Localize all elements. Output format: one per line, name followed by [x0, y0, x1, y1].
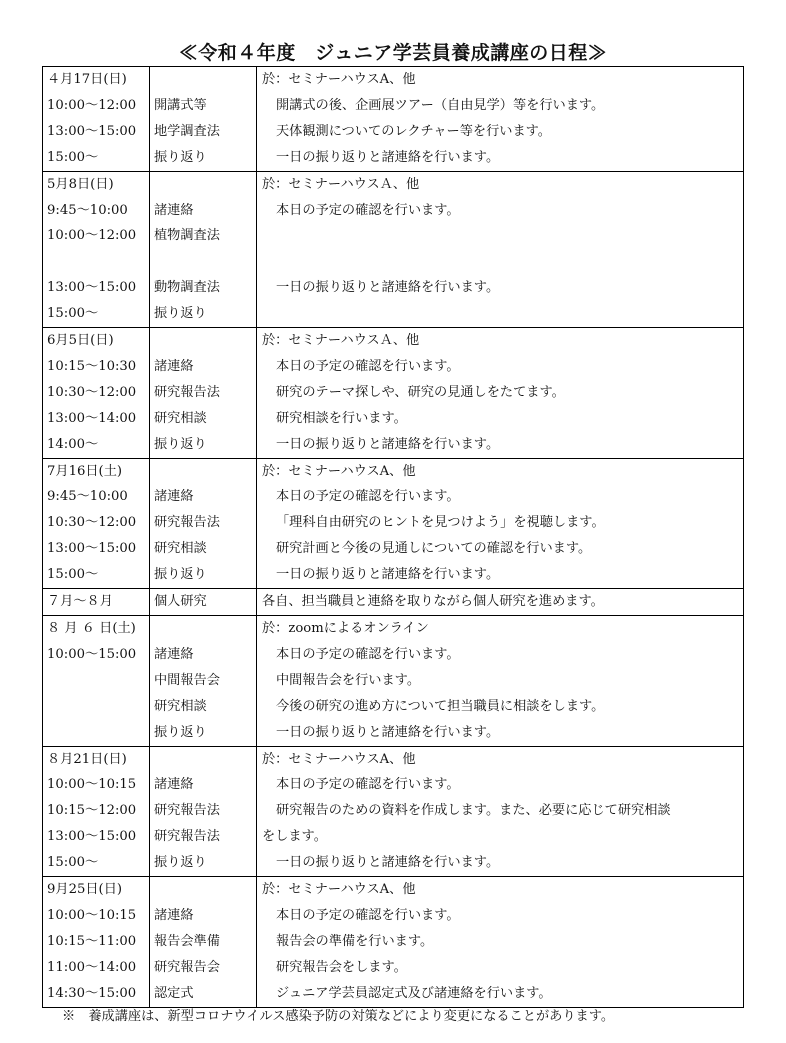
session-item: 研究相談 [150, 694, 257, 720]
page-title: ≪令和４年度 ジュニア学芸員養成講座の日程≫ [178, 42, 608, 64]
schedule-row [43, 145, 744, 171]
session-item: 研究報告法 [150, 380, 257, 406]
session-time: 14:00～ [43, 432, 150, 458]
session-header-row [43, 171, 744, 197]
session-date: 5月8日(日) [43, 171, 150, 197]
schedule-row [43, 484, 744, 510]
schedule-row [43, 668, 744, 694]
session-item: 地学調査法 [150, 119, 257, 145]
session-header-row [43, 328, 744, 354]
session-description: 報告会の準備を行います。 [257, 929, 744, 955]
session-time: 13:00～15:00 [43, 275, 150, 301]
session-description: 本日の予定の確認を行います。 [257, 642, 744, 668]
session-description: 本日の予定の確認を行います。 [257, 772, 744, 798]
session-time: 9:45～10:00 [43, 484, 150, 510]
session-time: 10:00～15:00 [43, 642, 150, 668]
session-time [43, 720, 150, 746]
session-description: 本日の予定の確認を行います。 [257, 198, 744, 224]
schedule-row [43, 510, 744, 536]
session-item: 研究相談 [150, 536, 257, 562]
schedule-row [43, 119, 744, 145]
session-date: 9月25日(日) [43, 877, 150, 903]
session-time [43, 668, 150, 694]
session-time: 15:00～ [43, 301, 150, 327]
schedule-row [43, 354, 744, 380]
session-description: 一日の振り返りと諸連絡を行います。 [257, 275, 744, 301]
schedule-row [43, 536, 744, 562]
session-time: 15:00～ [43, 145, 150, 171]
session-description [257, 223, 744, 249]
session-description: 一日の振り返りと諸連絡を行います。 [257, 562, 744, 588]
schedule-row [43, 301, 744, 327]
session-place: 於：セミナーハウスＡ、他 [257, 171, 744, 197]
schedule-row [43, 824, 744, 850]
empty-cell [150, 746, 257, 772]
schedule-row [43, 432, 744, 458]
session-time: 10:15～11:00 [43, 929, 150, 955]
session-time: 10:15～10:30 [43, 354, 150, 380]
session-description: 「理科自由研究のヒントを見つけよう」を視聴します。 [257, 510, 744, 536]
schedule-row [43, 955, 744, 981]
session-date: ８ 月 ６ 日(土) [43, 616, 150, 642]
session-description: ジュニア学芸員認定式及び諸連絡を行います。 [257, 981, 744, 1007]
session-place: 於：セミナーハウスA、他 [257, 458, 744, 484]
session-description: をします。 [257, 824, 744, 850]
session-date: 7月16日(土) [43, 458, 150, 484]
session-item: 諸連絡 [150, 903, 257, 929]
session-description: 本日の予定の確認を行います。 [257, 484, 744, 510]
session-description: 本日の予定の確認を行います。 [257, 903, 744, 929]
session-description: 研究のテーマ探しや、研究の見通しをたてます。 [257, 380, 744, 406]
schedule-row [43, 772, 744, 798]
session-date: 6月5日(日) [43, 328, 150, 354]
session-item: 植物調査法 [150, 223, 257, 249]
schedule-row [43, 981, 744, 1007]
session-description: 今後の研究の進め方について担当職員に相談をします。 [257, 694, 744, 720]
session-item: 研究相談 [150, 406, 257, 432]
session-description: 研究報告会をします。 [257, 955, 744, 981]
session-item: 諸連絡 [150, 198, 257, 224]
session-description: 一日の振り返りと諸連絡を行います。 [257, 432, 744, 458]
session-time: 13:00～15:00 [43, 119, 150, 145]
session-time: 14:30～15:00 [43, 981, 150, 1007]
session-description: 天体観測についてのレクチャー等を行います。 [257, 119, 744, 145]
session-date: ４月17日(日) [43, 67, 150, 93]
session-place: 於：zoomによるオンライン [257, 616, 744, 642]
session-item: 認定式 [150, 981, 257, 1007]
session-item: 振り返り [150, 850, 257, 876]
session-item [150, 249, 257, 275]
schedule-row [43, 275, 744, 301]
empty-cell [150, 171, 257, 197]
session-item: 諸連絡 [150, 772, 257, 798]
session-description: 本日の予定の確認を行います。 [257, 354, 744, 380]
session-header-row [43, 67, 744, 93]
schedule-row [43, 249, 744, 275]
session-time: 15:00～ [43, 562, 150, 588]
session-item: 諸連絡 [150, 484, 257, 510]
empty-cell [150, 328, 257, 354]
session-time: 10:15～12:00 [43, 798, 150, 824]
session-item: 研究報告法 [150, 824, 257, 850]
schedule-row [43, 694, 744, 720]
session-item: 振り返り [150, 562, 257, 588]
session-header-row [43, 746, 744, 772]
session-header-row [43, 616, 744, 642]
session-time: 10:30～12:00 [43, 380, 150, 406]
schedule-row [43, 642, 744, 668]
schedule-row [43, 929, 744, 955]
session-item: 振り返り [150, 145, 257, 171]
session-item: 研究報告法 [150, 798, 257, 824]
session-description: 開講式の後、企画展ツアー（自由見学）等を行います。 [257, 93, 744, 119]
session-header-row [43, 877, 744, 903]
session-place: 於：セミナーハウスA、他 [257, 67, 744, 93]
session-place: 於：セミナーハウスＡ、他 [257, 328, 744, 354]
schedule-row-individual [43, 589, 744, 616]
empty-cell [150, 67, 257, 93]
session-description [257, 249, 744, 275]
session-item: 報告会準備 [150, 929, 257, 955]
session-item: 個人研究 [150, 589, 257, 616]
session-time [43, 249, 150, 275]
session-item: 研究報告法 [150, 510, 257, 536]
session-description: 各自、担当職員と連絡を取りながら個人研究を進めます。 [257, 589, 744, 616]
session-description: 一日の振り返りと諸連絡を行います。 [257, 850, 744, 876]
footnote: ※ 養成講座は、新型コロナウイルス感染予防の対策などにより変更になることがあります。 [62, 1009, 615, 1024]
session-header-row [43, 458, 744, 484]
session-description: 研究計画と今後の見通しについての確認を行います。 [257, 536, 744, 562]
session-time: 11:00～14:00 [43, 955, 150, 981]
session-item: 振り返り [150, 301, 257, 327]
session-time: 13:00～15:00 [43, 824, 150, 850]
session-time [43, 694, 150, 720]
session-time: 10:00～12:00 [43, 93, 150, 119]
session-item: 諸連絡 [150, 642, 257, 668]
schedule-row [43, 720, 744, 746]
session-date: ８月21日(日) [43, 746, 150, 772]
empty-cell [150, 458, 257, 484]
session-time: 10:00～10:15 [43, 772, 150, 798]
session-item: 開講式等 [150, 93, 257, 119]
session-time: 9:45～10:00 [43, 198, 150, 224]
session-time: 13:00～14:00 [43, 406, 150, 432]
session-item: 中間報告会 [150, 668, 257, 694]
schedule-row [43, 198, 744, 224]
session-description [257, 301, 744, 327]
schedule-row [43, 93, 744, 119]
schedule-row [43, 850, 744, 876]
session-item: 振り返り [150, 720, 257, 746]
session-place: 於：セミナーハウスA、他 [257, 746, 744, 772]
session-description: 一日の振り返りと諸連絡を行います。 [257, 145, 744, 171]
session-description: 研究報告のための資料を作成します。また、必要に応じて研究相談 [257, 798, 744, 824]
schedule-row [43, 903, 744, 929]
empty-cell [150, 877, 257, 903]
session-time: 13:00～15:00 [43, 536, 150, 562]
session-date: ７月～８月 [43, 589, 150, 616]
session-item: 諸連絡 [150, 354, 257, 380]
schedule-row [43, 562, 744, 588]
session-place: 於：セミナーハウスA、他 [257, 877, 744, 903]
schedule-row [43, 406, 744, 432]
session-item: 動物調査法 [150, 275, 257, 301]
session-item: 振り返り [150, 432, 257, 458]
session-description: 一日の振り返りと諸連絡を行います。 [257, 720, 744, 746]
schedule-table [42, 66, 744, 1008]
empty-cell [150, 616, 257, 642]
schedule-row [43, 798, 744, 824]
session-description: 中間報告会を行います。 [257, 668, 744, 694]
session-time: 15:00～ [43, 850, 150, 876]
session-time: 10:00～10:15 [43, 903, 150, 929]
session-time: 10:30～12:00 [43, 510, 150, 536]
schedule-row [43, 380, 744, 406]
session-item: 研究報告会 [150, 955, 257, 981]
session-time: 10:00～12:00 [43, 223, 150, 249]
schedule-row [43, 223, 744, 249]
session-description: 研究相談を行います。 [257, 406, 744, 432]
